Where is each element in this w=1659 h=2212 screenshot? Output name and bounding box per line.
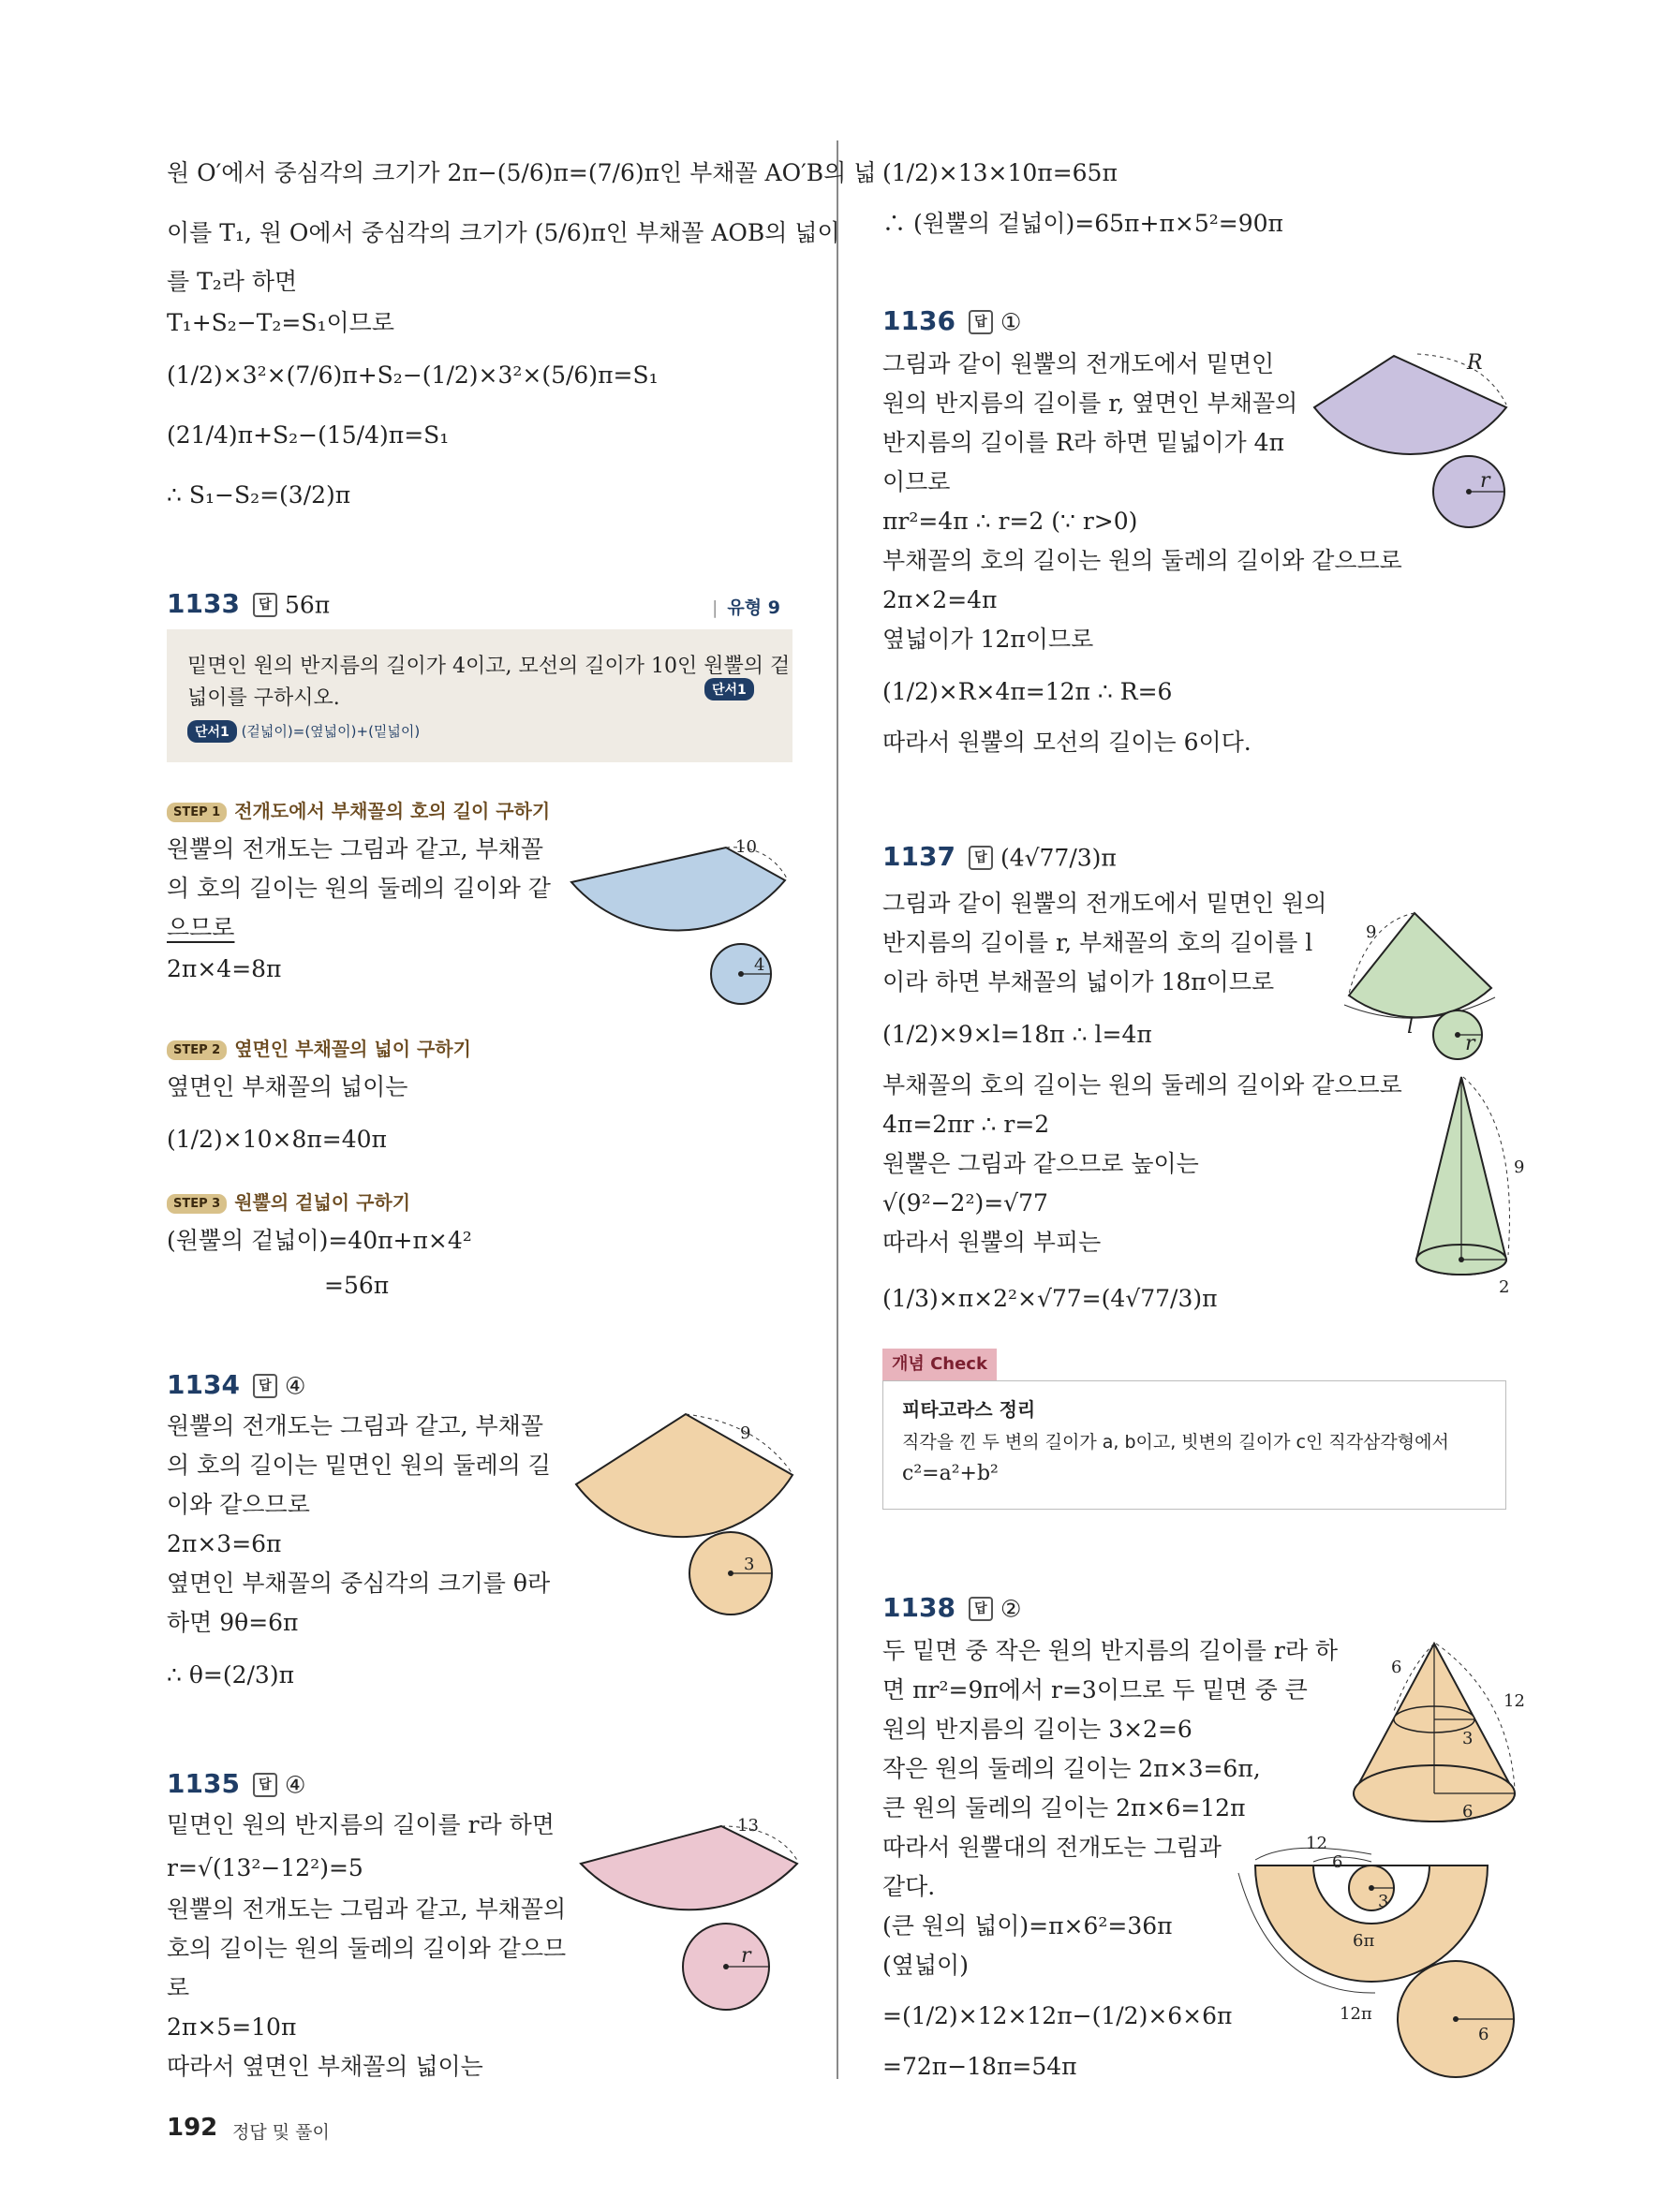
fig-label-small-r: 3 [1462,1729,1474,1748]
p1138-line: 큰 원의 둘레의 길이는 2π×6=12π [882,1794,1246,1821]
problem-1135-heading [167,1768,305,1799]
p1138-line: 두 밑면 중 작은 원의 반지름의 길이를 r라 하 [882,1637,1339,1664]
problem-number: 1138 [882,1592,955,1623]
concept-body: 직각을 낀 두 변의 길이가 a, b이고, 빗변의 길이가 c인 직각삼각형에서 [902,1432,1449,1453]
p1135-line: 원뿔의 전개도는 그림과 같고, 부채꼴의 [167,1895,567,1923]
p1138-line: 작은 원의 둘레의 길이는 2π×3=6π, [882,1755,1261,1782]
problem-number: 1133 [167,588,240,619]
figure-1138-frustum-net [1235,1836,1516,2088]
intro-line: (21/4)π+S₂−(15/4)π=S₁ [167,421,450,449]
p1138-line: 면 πr²=9π에서 r=3이므로 두 밑면 중 큰 [882,1676,1308,1703]
fig-label-radius: r [1480,469,1490,493]
answer-value: (4√77/3)π [1000,844,1117,872]
type-label: | 유형 9 [712,594,780,619]
step3-title [167,1187,410,1215]
p1136-line: (1/2)×R×4π=12π ∴ R=6 [882,678,1173,705]
p1137-line: 반지름의 길이를 r, 부채꼴의 호의 길이를 l [882,929,1313,956]
footer-label: 정답 및 풀이 [232,2122,330,2143]
fig-label-net-big-r: 6 [1478,2025,1489,2044]
concept-tab: 개념 Check [882,1349,997,1380]
fig-label-net-small-r: 3 [1378,1892,1389,1911]
p1138-line: (큰 원의 넓이)=π×6²=36π [882,1912,1173,1939]
problem-1137-heading [882,841,1117,872]
p1138-line: =72π−18π=54π [882,2053,1077,2080]
fig-label-arc: l [1407,1015,1415,1039]
fig-label-slant: 9 [740,1423,751,1443]
p1135-cont-line: ∴ (원뿔의 겉넓이)=65π+π×5²=90π [882,210,1283,237]
fig-label-cone-radius: 2 [1499,1277,1510,1297]
fig-label-top-slant: 6 [1391,1658,1402,1677]
fig-label-radius: r [741,1944,751,1968]
step1-line: 의 호의 길이는 원의 둘레의 길이와 같 [167,875,551,902]
step-badge: STEP 1 [167,803,227,822]
p1136-line: 2π×2=4π [882,586,998,613]
problem-1136-heading [882,305,1021,336]
intro-line: (1/2)×3²×(7/6)π+S₂−(1/2)×3²×(5/6)π=S₁ [167,361,659,389]
p1134-line: ∴ θ=(2/3)π [167,1661,295,1688]
fig-label-slant: 10 [735,837,757,857]
step3-line: (원뿔의 겉넓이)=40π+π×4² [167,1227,472,1254]
hint-text: (겉넓이)=(옆넓이)+(밑넓이) [241,723,421,740]
hint-row [187,720,420,743]
step-title-text: 옆면인 부채꼴의 넓이 구하기 [234,1038,471,1060]
p1134-line: 2π×3=6π [167,1530,282,1557]
figure-1137-cone [1405,1068,1536,1302]
p1136-line: 그림과 같이 원뿔의 전개도에서 밑면인 [882,350,1275,377]
answer-value: ④ [284,1372,306,1400]
problem-number: 1135 [167,1768,240,1799]
problem-1134-heading [167,1369,305,1400]
answer-badge: 답 [253,1374,277,1398]
p1137-line: (1/3)×π×2²×√77=(4√77/3)π [882,1285,1218,1312]
step2-title [167,1034,471,1061]
p1136-line: 반지름의 길이를 R라 하면 밑넓이가 4π [882,429,1284,456]
p1137-line: 4π=2πr ∴ r=2 [882,1111,1050,1138]
fig-label-big-arc: 12π [1340,2004,1372,2024]
answer-value: ① [1000,308,1022,336]
answer-value: ② [1000,1595,1022,1623]
p1137-line: 그림과 같이 원뿔의 전개도에서 밑면인 원의 [882,890,1327,917]
step3-line: =56π [324,1272,390,1299]
step1-line: 2π×4=8π [167,955,282,982]
fig-label-radius: 3 [744,1555,755,1574]
figure-1138-frustum [1344,1639,1532,1826]
step-title-text: 전개도에서 부채꼴의 호의 길이 구하기 [234,800,551,822]
answer-badge: 답 [969,310,993,334]
problem-number: 1134 [167,1369,240,1400]
problem-number: 1136 [882,305,955,336]
intro-line: T₁+S₂−T₂=S₁이므로 [167,309,394,336]
problem-number: 1137 [882,841,955,872]
p1138-line: (옆넓이) [882,1952,969,1979]
p1137-line: (1/2)×9×l=18π ∴ l=4π [882,1021,1152,1048]
page-number: 192 [167,2114,218,2142]
fig-label-slant: 13 [737,1816,759,1836]
answer-badge: 답 [253,1773,277,1797]
answer-value: ④ [284,1771,306,1799]
step1-line: 으므로 [167,914,235,941]
step-badge: STEP 2 [167,1040,227,1060]
problem-box [167,629,792,762]
p1135-line: 로 [167,1974,190,2001]
p1136-line: πr²=4π ∴ r=2 (∵ r>0) [882,508,1138,535]
step1-title [167,796,550,823]
figure-1137-cone-net [1330,894,1527,1063]
problem-1138-heading [882,1592,1021,1623]
intro-line: 원 O′에서 중심각의 크기가 2π−(5/6)π=(7/6)π인 부채꼴 AO′B의 넓 [167,159,877,186]
answer-value: 56π [284,591,331,619]
p1134-line: 원뿔의 전개도는 그림과 같고, 부채꼴 [167,1412,543,1439]
p1135-cont-line: (1/2)×13×10π=65π [882,159,1118,186]
p1135-line: r=√(13²−12²)=5 [167,1854,363,1881]
p1137-line: 원뿔은 그림과 같으므로 높이는 [882,1150,1199,1177]
column-divider [837,140,838,2079]
concept-formula: c²=a²+b² [902,1462,999,1485]
problem-1133-heading [167,588,330,619]
p1138-line: 원의 반지름의 길이는 3×2=6 [882,1716,1192,1743]
answer-badge: 답 [969,1597,993,1621]
step-badge: STEP 3 [167,1194,227,1214]
p1135-line: 따라서 옆면인 부채꼴의 넓이는 [167,2053,483,2080]
figure-1133-cone-net [567,833,810,1007]
fig-label-net-inner: 6 [1332,1852,1343,1872]
p1134-line: 하면 9θ=6π [167,1609,299,1636]
p1136-line: 부채꼴의 호의 길이는 원의 둘레의 길이와 같으므로 [882,547,1402,574]
p1136-line: 옆넓이가 12π이므로 [882,626,1094,653]
problem-line: 넓이를 구하시오. [187,686,340,710]
fig-label-slant: R [1467,351,1483,375]
fig-label-radius: 4 [754,955,765,975]
p1138-line: =(1/2)×12×12π−(1/2)×6×6π [882,2002,1233,2029]
concept-box [882,1380,1506,1510]
p1134-line: 옆면인 부채꼴의 중심각의 크기를 θ라 [167,1570,551,1597]
figure-1136-cone-net [1310,347,1525,534]
step2-line: (1/2)×10×8π=40π [167,1126,387,1153]
answer-badge: 답 [969,846,993,870]
p1138-line: 같다. [882,1873,936,1900]
p1134-line: 이와 같으므로 [167,1491,310,1518]
clue-tag: 단서1 [704,678,754,700]
p1135-line: 밑면인 원의 반지름의 길이를 r라 하면 [167,1811,555,1838]
fig-label-big-r: 6 [1462,1802,1474,1821]
p1137-line: 부채꼴의 호의 길이는 원의 둘레의 길이와 같으므로 [882,1071,1402,1099]
fig-label-total-slant: 12 [1503,1691,1525,1711]
intro-line: 이를 T₁, 원 O에서 중심각의 크기가 (5/6)π인 부채꼴 AOB의 넓이 [167,219,840,246]
p1134-line: 의 호의 길이는 밑면인 원의 둘레의 길 [167,1452,551,1479]
p1135-line: 2π×5=10π [167,2013,297,2041]
p1136-line: 원의 반지름의 길이를 r, 옆면인 부채꼴의 [882,390,1298,417]
hint-tag: 단서1 [187,720,237,743]
fig-label-radius: r [1465,1032,1475,1055]
fig-label-net-outer: 12 [1306,1834,1327,1853]
step2-line: 옆면인 부채꼴의 넓이는 [167,1073,408,1100]
step-title-text: 원뿔의 겉넓이 구하기 [234,1191,411,1214]
figure-1135-cone-net [576,1812,820,2028]
concept-title: 피타고라스 정리 [902,1398,1036,1421]
fig-label-small-arc: 6π [1353,1931,1375,1951]
p1137-line: 이라 하면 부채꼴의 넓이가 18π이므로 [882,968,1275,995]
step1-line: 원뿔의 전개도는 그림과 같고, 부채꼴 [167,835,543,863]
fig-label-slant: 9 [1366,922,1377,942]
p1135-line: 호의 길이는 원의 둘레의 길이와 같으므 [167,1935,567,1962]
fig-label-cone-slant: 9 [1514,1158,1525,1177]
problem-line: 밑면인 원의 반지름의 길이가 4이고, 모선의 길이가 10인 원뿔의 겉 [187,655,791,678]
p1136-line: 따라서 원뿔의 모선의 길이는 6이다. [882,729,1252,756]
intro-line: 를 T₂라 하면 [167,268,298,295]
intro-line: ∴ S₁−S₂=(3/2)π [167,481,351,509]
p1138-line: 따라서 원뿔대의 전개도는 그림과 [882,1834,1222,1861]
p1136-line: 이므로 [882,468,951,495]
p1137-line: √(9²−2²)=√77 [882,1189,1048,1217]
figure-1134-cone-net [571,1405,815,1620]
p1137-line: 따라서 원뿔의 부피는 [882,1229,1102,1256]
answer-badge: 답 [253,593,277,617]
